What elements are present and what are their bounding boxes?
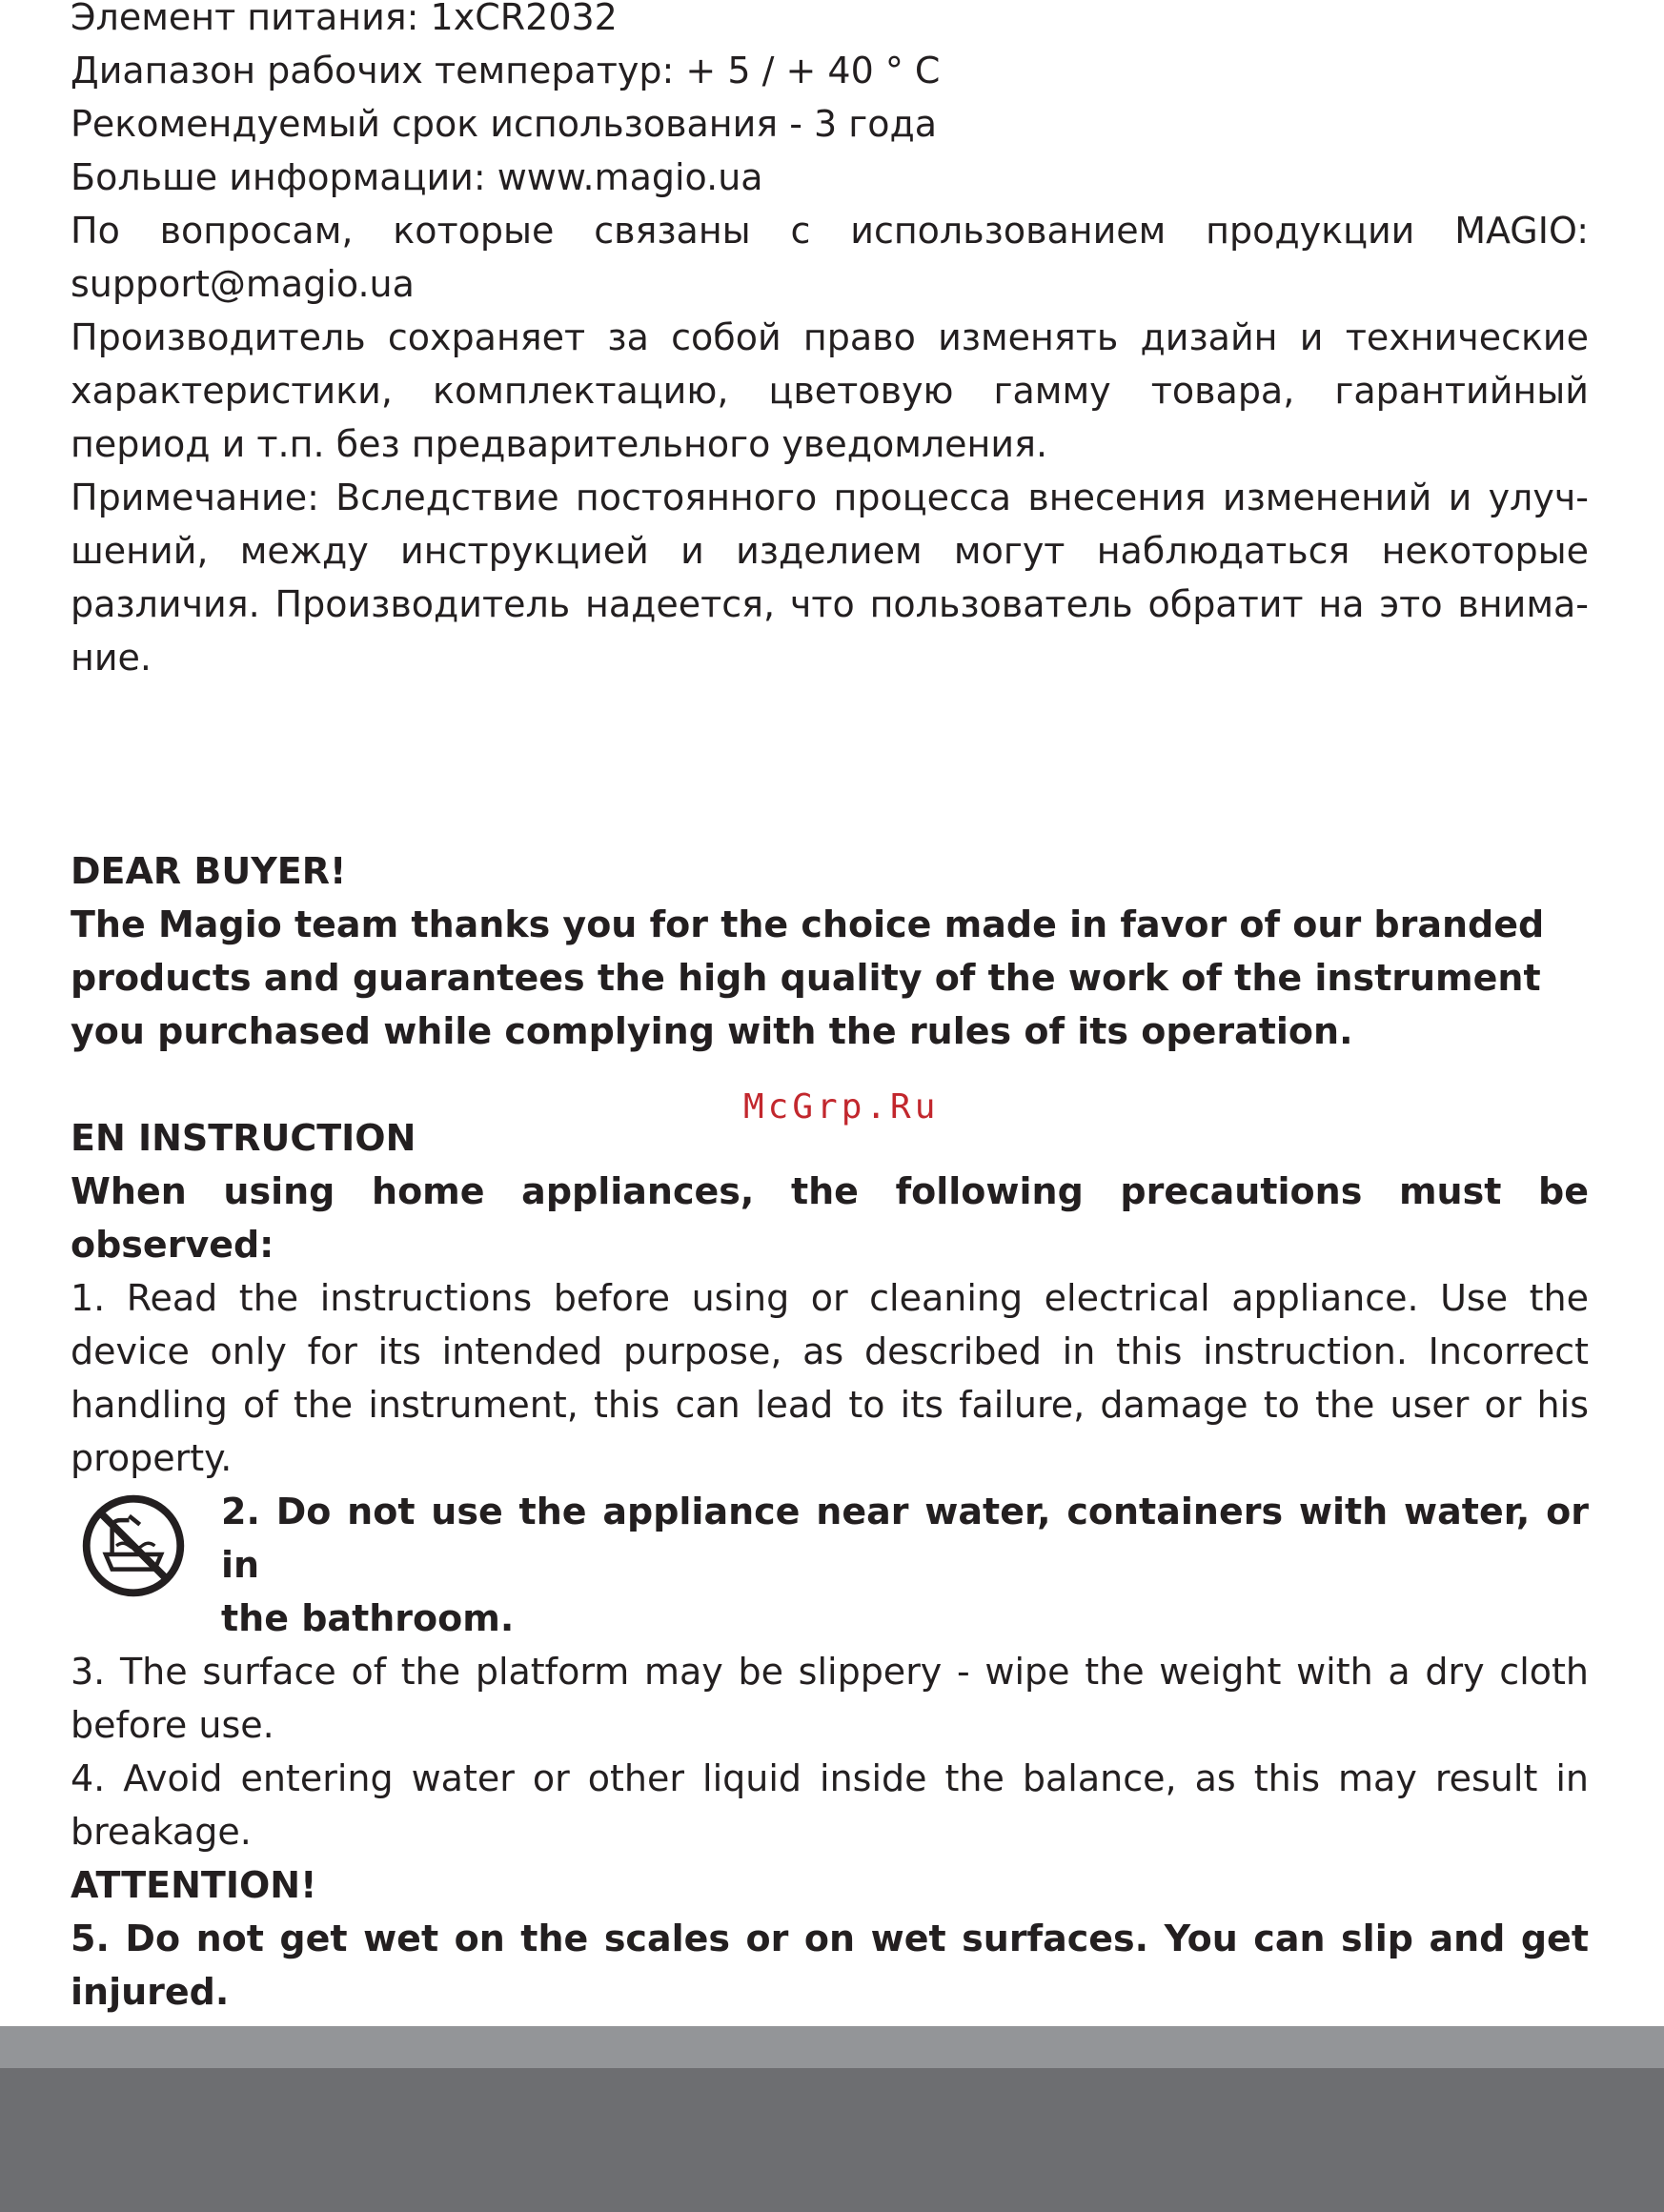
item1-line-2: device only for its intended purpose, as described in this instruction. Incorrect xyxy=(71,1330,1589,1372)
maker-line-1: Производитель сохраняет за собой право изменять дизайн и технические xyxy=(71,316,1589,358)
note-line-1: Примечание: Вследствие постоянного процесса внесения изменений и улуч- xyxy=(71,477,1589,518)
term-line: Рекомендуемый срок использования - 3 года xyxy=(71,103,938,145)
info-line: Больше информации: www.magio.ua xyxy=(71,156,763,198)
item2-line-1: 2. Do not use the appliance near water, containers with water, or in xyxy=(221,1491,1589,1586)
item2-line-2: the bathroom. xyxy=(221,1597,515,1639)
item3-line-2: before use. xyxy=(71,1704,274,1746)
temperature-line: Диапазон рабочих температур: + 5 / + 40 ° С xyxy=(71,50,941,91)
footer-band-light xyxy=(0,2026,1664,2068)
item5-line-1: 5. Do not get wet on the scales or on wet surfaces. You can slip and get xyxy=(71,1918,1589,1959)
dear-buyer-heading: DEAR BUYER! xyxy=(71,850,347,892)
maker-line-2: характеристики, комплектацию, цветовую гамму товара, гарантийный xyxy=(71,370,1589,412)
support-line-1: По вопросам, которые связаны с использованием продукции MAGIO: xyxy=(71,210,1589,252)
item5-line-2: injured. xyxy=(71,1971,230,2013)
note-line-4: ние. xyxy=(71,637,152,679)
precautions-line: When using home appliances, the following precautions must be observed: xyxy=(71,1170,1589,1266)
no-bathtub-icon xyxy=(80,1492,187,1599)
item4-line-2: breakage. xyxy=(71,1811,252,1853)
item1-line-4: property. xyxy=(71,1437,233,1479)
thanks-line-3: you purchased while complying with the rules of its operation. xyxy=(71,1010,1353,1052)
document-page xyxy=(71,0,1589,2072)
note-line-2: шений, между инструкцией и изделием могут наблюдаться некоторые xyxy=(71,530,1589,572)
watermark: McGrp.Ru xyxy=(743,1087,940,1126)
item1-line-1: 1. Read the instructions before using or cleaning electrical appliance. Use the xyxy=(71,1277,1589,1319)
power-line: Элемент питания: 1xCR2032 xyxy=(71,0,618,38)
item2-block xyxy=(71,1485,1589,1645)
item1-line-3: handling of the instrument, this can lead to its failure, damage to the user or his xyxy=(71,1384,1589,1426)
support-email: support@magio.ua xyxy=(71,263,415,305)
item3-line-1: 3. The surface of the platform may be slippery - wipe the weight with a dry cloth xyxy=(71,1651,1589,1693)
maker-line-3: период и т.п. без предварительного уведомления. xyxy=(71,423,1048,465)
thanks-line-1: The Magio team thanks you for the choice made in favor of our branded xyxy=(71,903,1545,945)
item4-line-1: 4. Avoid entering water or other liquid inside the balance, as this may result in xyxy=(71,1757,1589,1799)
footer-band-dark xyxy=(0,2068,1664,2212)
note-line-3: различия. Производитель надеется, что пользователь обратит на это внима- xyxy=(71,583,1589,625)
instruction-heading: EN INSTRUCTION xyxy=(71,1117,416,1159)
attention-heading: ATTENTION! xyxy=(71,1864,317,1906)
thanks-line-2: products and guarantees the high quality of the work of the instrument xyxy=(71,957,1541,999)
